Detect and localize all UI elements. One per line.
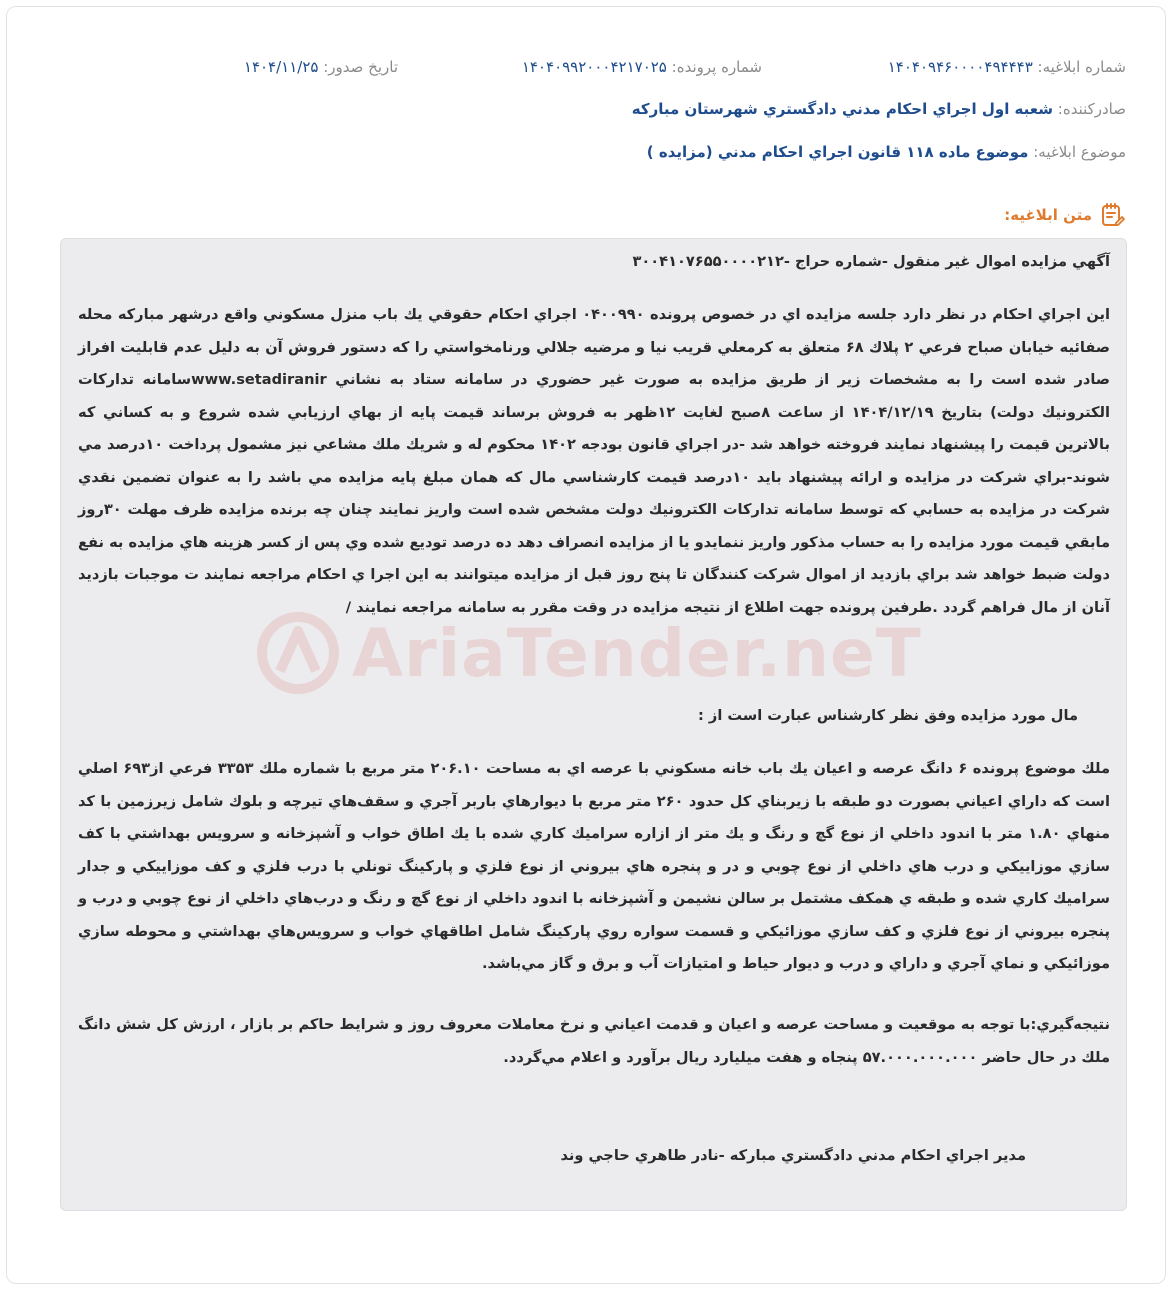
meta-row-subject (0, 143, 1174, 169)
property-description: ملك موضوع پرونده ۶ دانگ عرصه و اعيان يك باب خانه مسكوني با عرصه اي به مساحت ۲۰۶.۱۰ متر مربع با شماره ملك ۳۳۵۳ فرعي از۶۹۳ اصلي است كه داراي اعياني بصورت دو طبقه با زيربناي كل حدود ۲۶۰ متر مربع با ديوارهاي باربر آجري و سقف‌هاي تيرچه و بلوك شامل زيرزمين با كد منهاي ۱.۸۰ متر با اندود داخلي از نوع گچ و رنگ و يك متر از ازاره سراميك كاري شده با يك اطاق خواب و آشپزخانه و سرويس بهداشتي با كف سازي موزاييكي و درب هاي داخلي از نوع چوبي و در و پنجره هاي بيروني از نوع فلزي و پاركينگ تونلي با درب فلزي و كف موزاييكي و جدار سراميك كاري شده و طبقه ي همكف مشتمل بر سالن نشيمن و آشپزخانه با اندود داخلي از نوع گچ و رنگ و درب‌هاي داخلي از نوع چوبي و درب و پنجره بيروني از نوع فلزي و كف سازي موزائيكي و قسمت سواره روي پاركينگ شامل اطاقهاي خواب و سرويس‌هاي بهداشتي و محوطه سازي موزائيكي و نماي آجري و داراي و درب و ديوار حياط و امتيازات آب و برق و گاز مي‌باشد. (78, 760, 1110, 972)
issue-date (244, 58, 398, 76)
subject-label: موضوع ابلاغیه: (1033, 143, 1126, 161)
notice-number (888, 58, 1126, 76)
case-number (522, 58, 762, 76)
auction-paragraph: اين اجراي احكام در نظر دارد جلسه مزايده اي در خصوص پرونده ۰۴۰۰۹۹۰ اجراي احكام حقوقي يك باب منزل مسكوني واقع درشهر مباركه محله صفائيه خيابان صباح فرعي ۲ پلاك ۶۸ متعلق به كرمعلي قريب نيا و مرضيه جلالي ورنامخواستي را كه دستور فروش آن به دليل عدم قابليت افراز صادر شده است را به مشخصات زير از طريق مزايده به صورت غير حضوري در سامانه ستاد به نشاني www.setadiranirسامانه تداركات الكترونيك دولت) بتاريخ ۱۴۰۴/۱۲/۱۹ از ساعت ۸صبح لغايت ۱۲ظهر به فروش برساند قيمت پايه از بهاي ارزيابي شده شروع و به كساني كه بالاترين قيمت را پيشنهاد نمايند فروخته خواهد شد -در اجراي قانون بودجه ۱۴۰۲ محكوم له و شريك ملك مشاعي نيز مشمول پرداخت ۱۰درصد مي شوند-براي شركت در مزايده و ارائه پيشنهاد بايد ۱۰درصد قيمت كارشناسي مال كه همان مبلغ پايه مزايده مي باشد را به عنوان تضمين نقدي شركت در مزايده به حسابي كه توسط سامانه تداركات الكترونيك دولت مشخص شده است واريز نمايند چنان چه برنده مزايده ظرف مهلت ۳۰روز مابقي قيمت مورد مزايده را به حساب مذكور واريز ننمايدو يا از مزايده انصراف دهد ده درصد توديع شده وي پس از كسر هزينه هاي مزايده به نفع دولت ضبط خواهد شد براي بازديد از اموال شركت كنندگان تا پنج روز قبل از مزايده ميتوانند به اين اجرا ي احكام مراجعه نمايند ت موجبات بازديد آنان از مال فراهم گردد .طرفين پرونده جهت اطلاع از نتيجه مزايده در وقت مقرر به سامانه مراجعه نمايند / (78, 306, 1110, 616)
issuer-label: صادرکننده: (1057, 100, 1126, 118)
case-number-label: شماره پرونده: (671, 58, 762, 76)
meta-row-issuer (0, 100, 1174, 126)
watermark-text: AriaTender.neT (352, 614, 922, 692)
issue-date-value: ۱۴۰۴/۱۱/۲۵ (243, 58, 319, 76)
meta-row-numbers (0, 58, 1174, 84)
notice-content-box (60, 238, 1127, 1211)
notice-number-value: ۱۴۰۴۰۹۴۶۰۰۰۰۴۹۴۴۴۳ (887, 58, 1033, 76)
document-edit-icon (1100, 202, 1126, 228)
issuer-value: شعبه اول اجراي احكام مدني دادگستري شهرستان مباركه (631, 100, 1053, 118)
issue-date-label: تاریخ صدور: (323, 58, 398, 76)
subject-value: موضوع ماده ۱۱۸ قانون اجراي احكام مدني (مزايده ) (646, 143, 1029, 161)
expert-heading: مال مورد مزايده وفق نظر كارشناس عبارت است از : (698, 707, 1078, 724)
subject (647, 143, 1126, 161)
case-number-value: ۱۴۰۴۰۹۹۲۰۰۰۴۲۱۷۰۲۵ (521, 58, 667, 76)
valuation-conclusion: نتيجه‌گيري:با توجه به موقعيت و مساحت عرصه و اعيان و قدمت اعياني و نرخ معاملات معروف روز و شرايط حاكم بر بازار ، ارزش كل شش دانگ ملك در حال حاضر ۵۷.۰۰۰.۰۰۰.۰۰۰ پنجاه و هفت ميليارد ريال برآورد و اعلام مي‌گردد. (78, 1016, 1110, 1066)
signature: مدير اجراي احكام مدني دادگستري مباركه -نادر طاهري حاجي وند (560, 1147, 1026, 1164)
issuer (632, 100, 1126, 118)
notice-text-header (1004, 202, 1126, 228)
notice-number-label: شماره ابلاغیه: (1037, 58, 1126, 76)
notice-text-title: متن ابلاغیه: (1004, 206, 1092, 224)
auction-heading: آگهي مزايده اموال غير منقول -شماره حراج -۳۰۰۴۱۰۷۶۵۵۰۰۰۰۲۱۲ (632, 253, 1110, 270)
